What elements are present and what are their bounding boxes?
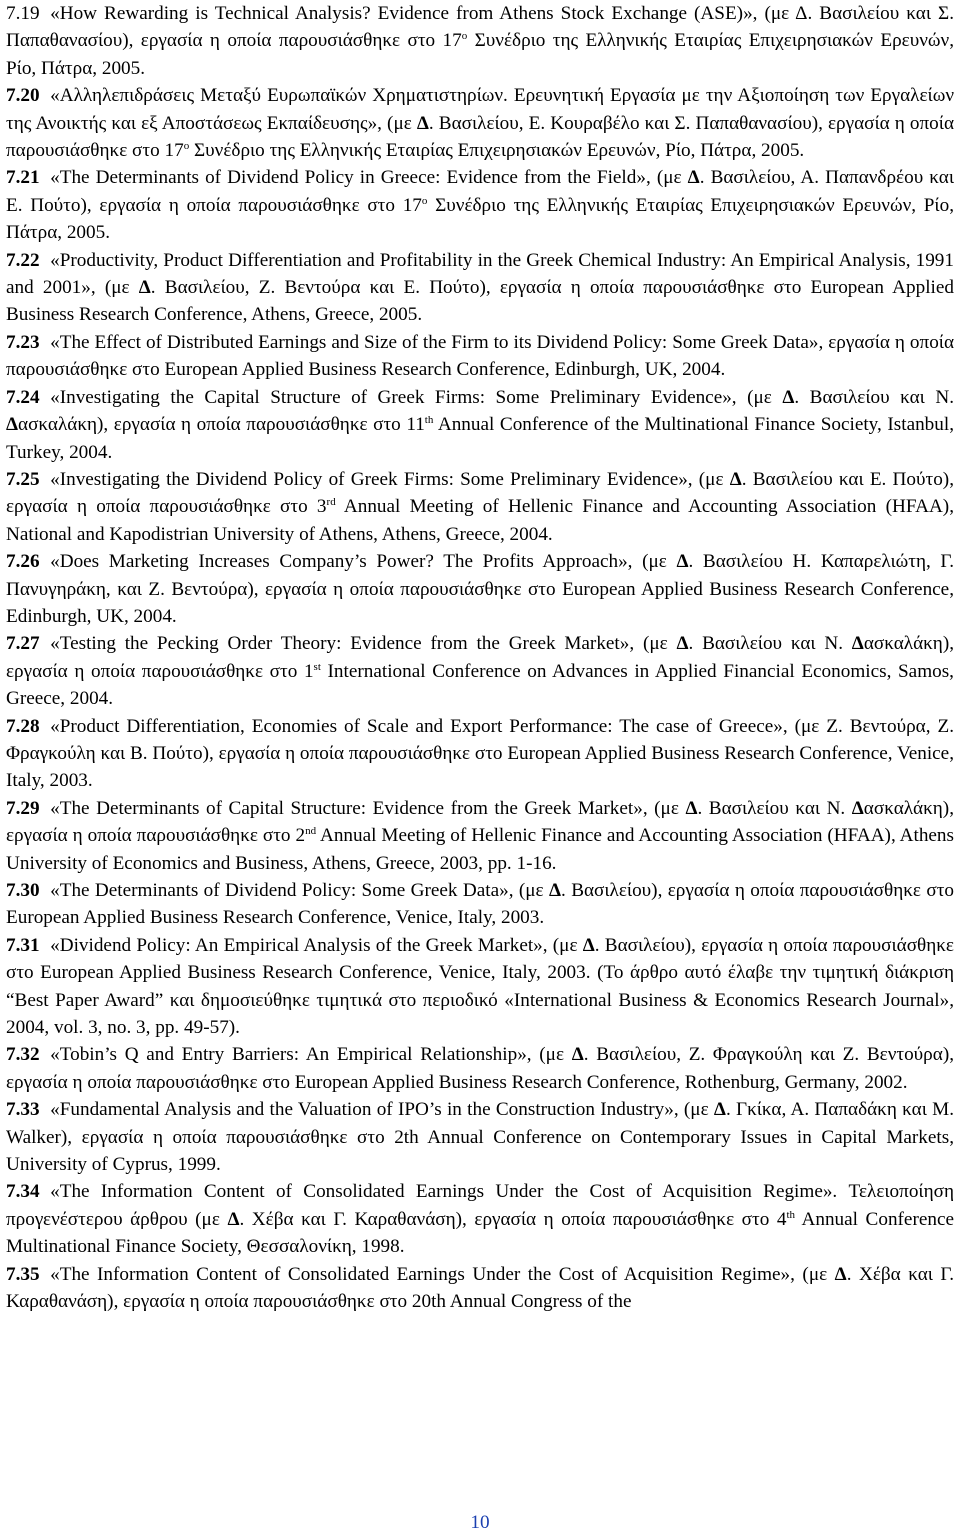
entry-text: «Product Differentiation, Economies of Scale and Export Performance: The case of Greece», (με Ζ. Βεντούρα, Ζ. Φραγκούλη και Β. Πούτο), εργασία η οποία παρουσιάσθηκε στο European Applied Business Research Conference, Venice, Italy, 2003.: [6, 715, 954, 792]
publication-entry: [6, 247, 954, 329]
entry-text: «The Determinants of Dividend Policy in Greece: Evidence from the Field», (με Δ. Βασιλείου, Α. Παπανδρέου και Ε. Πούτο), εργασία η οποία παρουσιάσθηκε στο $17^o$ Συνέδριο της Ελληνικής Εταιρίας Επιχειρησιακών Ερευνών, Ρίο, Πάτρα, 2005.: [6, 167, 955, 244]
entry-number: 7.35: [6, 1263, 40, 1285]
publication-entry: [6, 795, 954, 877]
entry-text: «Testing the Pecking Order Theory: Evidence from the Greek Market», (με Δ. Βασιλείου και Ν. Δασκαλάκη), εργασία η οποία παρουσιάσθηκε στο 1st International Conference on Advances in Applied Financial Economics, Samos, Greece, 2004.: [6, 633, 955, 710]
publication-entry: [6, 713, 954, 795]
entry-text: «The Information Content of Consolidated Earnings Under the Cost of Acquisition Regime». Τελειοποίηση προγενέστερου άρθρου (με Δ. Χέβα και Γ. Καραθανάση), εργασία η οποία παρουσιάσθηκε στο 4th Annual Conference Multinational Finance Society, Θεσσαλονίκη, 1998.: [6, 1181, 954, 1258]
entry-text: «Fundamental Analysis and the Valuation of IPO’s in the Construction Industry», (με Δ. Γκίκα, Α. Παπαδάκη και M. Walker), εργασία η οποία παρουσιάσθηκε στο 2th Annual Conference on Contemporary Issues in Capital Markets, University of Cyprus, 1999.: [6, 1099, 954, 1176]
page-number: 10: [470, 1512, 490, 1533]
entry-number: 7.24: [6, 386, 40, 408]
publication-entry: [6, 548, 954, 630]
publication-entry: [6, 1178, 954, 1260]
entry-number: 7.19: [6, 3, 40, 24]
entry-text: «How Rewarding is Technical Analysis? Evidence from Athens Stock Exchange (ASE)», (με Δ. Βασιλείου και Σ. Παπαθανασίου), εργασία η οποία παρουσιάσθηκε στο $17^o$ Συνέδριο της Ελληνικής Εταιρίας Επιχειρησιακών Ερευνών, Ρίο, Πάτρα, 2005.: [6, 3, 954, 79]
entry-number: 7.33: [6, 1099, 40, 1121]
entry-number: 7.21: [6, 167, 40, 189]
publication-entry: [6, 164, 954, 246]
entry-text: «The Determinants of Capital Structure: Evidence from the Greek Market», (με Δ. Βασιλείου και Ν. Δασκαλάκη), εργασία η οποία παρουσιάσθηκε στο 2nd Annual Meeting of Hellenic Finance and Accounting Association (HFAA), Athens University of Economics and Business, Athens, Greece, 2003, pp. 1-16.: [6, 797, 954, 874]
entry-number: 7.20: [6, 85, 40, 107]
publication-entry: [6, 877, 954, 932]
publication-entry: [6, 82, 954, 164]
entry-number: 7.29: [6, 797, 40, 819]
publication-entry: [6, 630, 954, 712]
entry-number: 7.34: [6, 1181, 40, 1203]
publication-entry: [6, 466, 954, 548]
entry-text: «Αλληλεπιδράσεις Μεταξύ Ευρωπαϊκών Χρηματιστηρίων. Ερευνητική Εργασία με την Αξιοποίηση των Εργαλείων της Ανοικτής και εξ Αποστάσεως Εκπαίδευσης», (με Δ. Βασιλείου, Ε. Κουραβέλο και Σ. Παπαθανασίου), εργασία η οποία παρουσιάσθηκε στο $17^o$ Συνέδριο της Ελληνικής Εταιρίας Επιχειρησιακών Ερευνών, Ρίο, Πάτρα, 2005.: [6, 85, 954, 162]
entry-number: 7.22: [6, 249, 40, 271]
entry-text: «Tobin’s Q and Entry Barriers: An Empirical Relationship», (με Δ. Βασιλείου, Ζ. Φραγκούλη και Ζ. Βεντούρα), εργασία η οποία παρουσιάσθηκε στο European Applied Business Research Conference, Rothenburg, Germany, 2002.: [6, 1044, 955, 1093]
publication-entry: [6, 1096, 954, 1178]
entry-number: 7.26: [6, 551, 40, 573]
publication-entry: [6, 1041, 954, 1096]
entry-number: 7.23: [6, 331, 40, 353]
entry-number: 7.25: [6, 468, 40, 490]
entry-text: «The Effect of Distributed Earnings and Size of the Firm to its Dividend Policy: Some Greek Data», εργασία η οποία παρουσιάσθηκε στο European Applied Business Research Conference, Edinburgh, UK, 2004.: [6, 331, 954, 381]
entry-text: «Does Marketing Increases Company’s Power? The Profits Approach», (με Δ. Βασιλείου Η. Καπαρελιώτη, Γ. Πανυγηράκη, και Ζ. Βεντούρα), εργασία η οποία παρουσιάσθηκε στο European Applied Business Research Conference, Edinburgh, UK, 2004.: [6, 551, 955, 627]
entry-text: «The Determinants of Dividend Policy: Some Greek Data», (με Δ. Βασιλείου), εργασία η οποία παρουσιάσθηκε στο European Applied Business Research Conference, Venice, Italy, 2003.: [6, 880, 954, 929]
entry-number: 7.30: [6, 880, 40, 901]
publication-entry: [6, 932, 954, 1042]
entry-number: 7.28: [6, 715, 40, 737]
entry-text: «Investigating the Dividend Policy of Greek Firms: Some Preliminary Evidence», (με Δ. Βασιλείου και Ε. Πούτο), εργασία η οποία παρουσιάσθηκε στο 3rd Annual Meeting of Hellenic Finance and Accounting Association (HFAA), National and Kapodistrian University of Athens, Athens, Greece, 2004.: [6, 468, 954, 545]
publication-entry: [6, 1261, 954, 1316]
entry-number: 7.27: [6, 633, 40, 655]
entry-number: 7.31: [6, 934, 40, 956]
publication-list: [6, 0, 954, 1316]
entry-number: 7.32: [6, 1044, 40, 1066]
publication-entry: [6, 0, 954, 82]
entry-text: «The Information Content of Consolidated Earnings Under the Cost of Acquisition Regime», (με Δ. Χέβα και Γ. Καραθανάση), εργασία η οποία παρουσιάσθηκε στο 20th Annual Congress of the: [6, 1263, 955, 1313]
publication-entry: [6, 329, 954, 384]
publication-entry: [6, 384, 954, 466]
entry-text: «Productivity, Product Differentiation and Profitability in the Greek Chemical Industry: An Empirical Analysis, 1991 and 2001», (με Δ. Βασιλείου, Ζ. Βεντούρα και Ε. Πούτο), εργασία η οποία παρουσιάσθηκε στο European Applied Business Research Conference, Athens, Greece, 2005.: [6, 249, 954, 326]
entry-text: «Dividend Policy: An Empirical Analysis of the Greek Market», (με Δ. Βασιλείου), εργασία η οποία παρουσιάσθηκε στο European Applied Business Research Conference, Venice, Italy, 2003. (Το άρθρο αυτό έλαβε την τιμητική διάκριση “Best Paper Award” και δημοσιεύθηκε τιμητικά στο περιοδικό «International Business & Economics Research Journal», 2004, vol. 3, no. 3, pp. 49-57).: [6, 934, 954, 1039]
entry-text: «Investigating the Capital Structure of Greek Firms: Some Preliminary Evidence», (με Δ. Βασιλείου και Ν. Δασκαλάκη), εργασία η οποία παρουσιάσθηκε στο 11th Annual Conference of the Multinational Finance Society, Istanbul, Turkey, 2004.: [6, 386, 954, 463]
